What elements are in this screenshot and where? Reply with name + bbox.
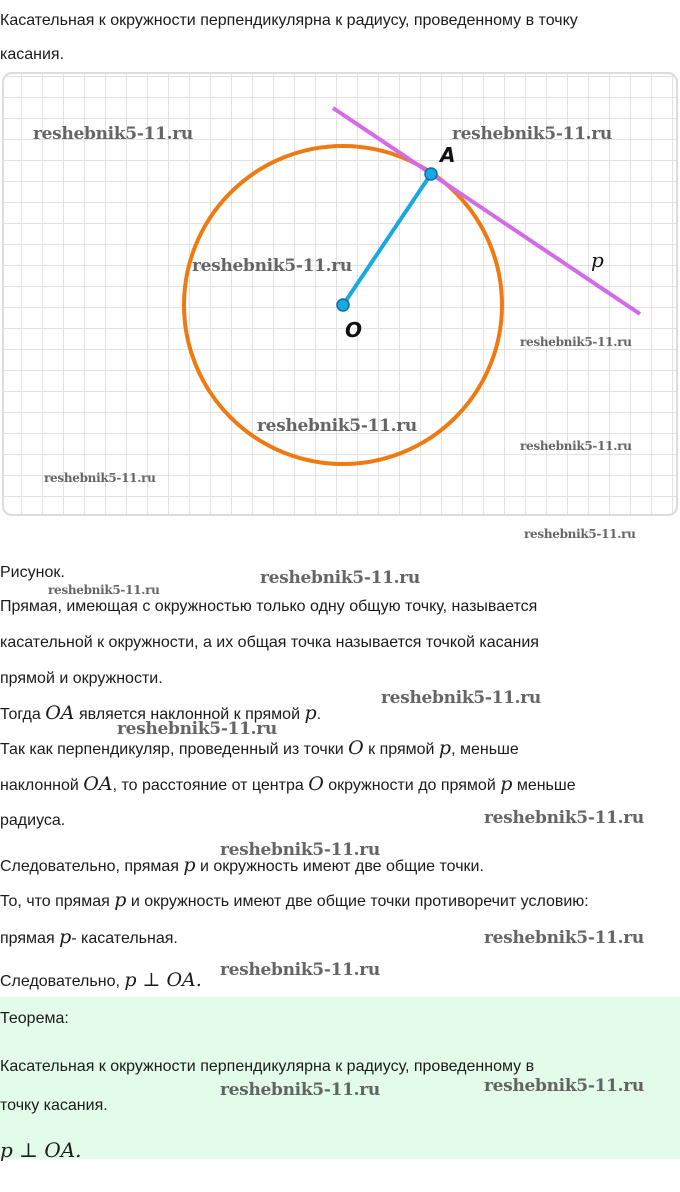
radius-oa — [343, 174, 431, 305]
paragraph-2: Тогда OA является наклонной к прямой p. — [0, 702, 322, 724]
paragraph-7: То, что прямая p и окружность имеют две общие точки противоречит условию: — [0, 889, 589, 911]
theorem-line-1: Касательная к окружности перпендикулярна к радиусу, проведенному в — [0, 1058, 535, 1075]
watermark: reshebnik5-11.ru — [260, 568, 420, 588]
watermark: reshebnik5-11.ru — [520, 439, 632, 453]
watermark: reshebnik5-11.ru — [48, 583, 160, 597]
watermark: reshebnik5-11.ru — [484, 1076, 644, 1096]
point-o — [337, 299, 349, 311]
math-o: O — [308, 773, 324, 795]
paragraph-5: радиуса. — [0, 812, 66, 829]
watermark: reshebnik5-11.ru — [257, 416, 417, 436]
watermark: reshebnik5-11.ru — [33, 124, 193, 144]
theorem-formula: p ⊥ OA. — [0, 1138, 82, 1162]
theorem-title: Теорема: — [0, 1010, 69, 1027]
math-oa: OA — [45, 702, 75, 724]
math-p: p — [183, 854, 196, 876]
math-p: p — [304, 702, 317, 724]
paragraph-4: наклонной OA, то расстояние от центра O окружности до прямой p меньше — [0, 773, 576, 795]
paragraph-1-line-3: прямой и окружности. — [0, 670, 163, 687]
watermark: reshebnik5-11.ru — [524, 527, 636, 541]
math-p: p — [500, 773, 513, 795]
intro-line-1: Касательная к окружности перпендикулярна к радиусу, проведенному в точку — [0, 12, 578, 29]
math-p: p — [114, 889, 127, 911]
math-oa: OA — [83, 773, 113, 795]
watermark: reshebnik5-11.ru — [192, 256, 352, 276]
watermark: reshebnik5-11.ru — [220, 1080, 380, 1100]
label-a: A — [440, 143, 456, 167]
watermark: reshebnik5-11.ru — [452, 124, 612, 144]
watermark: reshebnik5-11.ru — [484, 808, 644, 828]
paragraph-1-line-1: Прямая, имеющая с окружностью только одну общую точку, называется — [0, 598, 538, 615]
label-o: O — [345, 318, 363, 342]
math-perpendicular: p ⊥ OA. — [124, 969, 202, 991]
paragraph-9: Следовательно, p ⊥ OA. — [0, 969, 202, 991]
watermark: reshebnik5-11.ru — [220, 960, 380, 980]
paragraph-1-line-2: касательной к окружности, а их общая точка называется точкой касания — [0, 634, 539, 651]
label-p: p — [591, 248, 604, 272]
paragraph-8: прямая p- касательная. — [0, 926, 178, 948]
watermark: reshebnik5-11.ru — [117, 719, 277, 739]
watermark: reshebnik5-11.ru — [220, 840, 380, 860]
watermark: reshebnik5-11.ru — [381, 688, 541, 708]
watermark: reshebnik5-11.ru — [484, 928, 644, 948]
watermark: reshebnik5-11.ru — [520, 335, 632, 349]
intro-line-2: касания. — [0, 46, 65, 63]
theorem-line-2: точку касания. — [0, 1097, 108, 1114]
point-a — [425, 168, 437, 180]
math-p: p — [59, 926, 72, 948]
math-p: p — [438, 737, 452, 759]
watermark: reshebnik5-11.ru — [44, 471, 156, 485]
math-o: O — [348, 737, 364, 759]
paragraph-6: Следовательно, прямая p и окружность имеют две общие точки. — [0, 854, 484, 876]
figure-caption: Рисунок. — [0, 564, 65, 581]
paragraph-3: Так как перпендикуляр, проведенный из точки O к прямой p, меньше — [0, 737, 519, 759]
